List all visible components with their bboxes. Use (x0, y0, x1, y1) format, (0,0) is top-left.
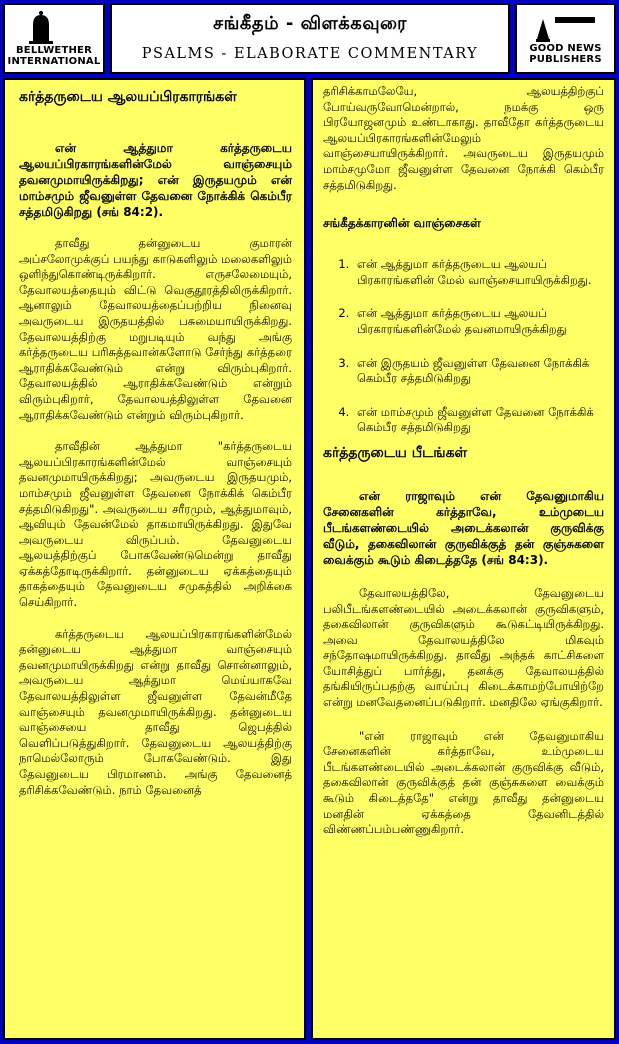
bellwether-logo (3, 3, 105, 74)
paragraph-continued: தரிசிக்காமலேயே, ஆலயத்திற்குப் போய்வருவோமென்றால், நமக்கு ஒரு பிரயோஜனமும் உண்டாகாது. தாவீதோ கர்த்தருடைய ஆலயப்பிரகாரங்களின்மேலும் வாஞ்சையாயிருக்கிறார். அவருடைய இருதயமும் மாம்சமுமோ ஜீவனுள்ள தேவனை நோக்கி கெம்பீர சத்தமிடுகிறது. (323, 84, 604, 192)
verse-psalm-84-2: என் ஆத்துமா கர்த்தருடைய ஆலயப்பிரகாரங்களின்மேல் வாஞ்சையும் தவனமுமாயிருக்கிறது; என் இருதயமும் என் மாம்சமும் ஜீவனுள்ள தேவனை நோக்கிக் கெம்பீர சத்தமிடுகிறது (சங் 84:2). (19, 141, 292, 219)
paragraph: கர்த்தருடைய ஆலயப்பிரகாரங்களின்மேல் தன்னுடைய ஆத்துமா வாஞ்சையும் தவனமுமாயிருக்கிறது என்று தாவீது சொன்னாலும், அவருடைய ஆத்துமா மெய்யாகவே தேவாலயத்திலுள்ள ஜீவனுள்ள தேவன்மீதே வாஞ்சையும் தவனமுமாயிருக்கிறது. தன்னுடைய வாஞ்சையை தாவீது ஜெபத்தில் வெளிப்படுத்துகிறார். தேவனுடைய ஆலயத்திற்கு நாமெல்லோரும் போகவேண்டும். இது தேவனுடைய பிரமாணம். அங்கு தேவனைத் தரிசிக்கவேண்டும். நாம் தேவனைத் (19, 626, 292, 797)
bell-icon (19, 11, 89, 45)
good-news-logo (515, 3, 616, 74)
list-item: 2. என் ஆத்துமா கர்த்தருடைய ஆலயப் பிரகாரங்களின்மேல் தவனமாயிருக்கிறது (353, 306, 604, 337)
section-heading-temple-courts: கர்த்தருடைய ஆலயப்பிரகாரங்கள் (19, 89, 237, 105)
verse-psalm-84-3: என் ராஜாவும் என் தேவனுமாகிய சேனைகளின் கர்த்தாவே, உம்முடைய பீடங்களண்டையில் அடைக்கலான் குருவிக்கு வீடும், தகைவிலான் குருவிக்குத் தன் குஞ்சுகளை வைக்கும் கூடும் கிடைத்ததே (சங் 84:3). (323, 488, 604, 567)
paragraph: தாவீது தன்னுடைய குமாரன் அப்சலோமுக்குப் பயந்து காடுகளிலும் மலைகளிலும் ஒளிந்துகொண்டிருக்கிறார். எருசலேமையும், தேவாலயத்தையும் விட்டு வெகுதூரத்திலிருக்கிறார். ஆனாலும் தேவாலயத்தைப்பற்றிய நினைவு அவருடைய இருதயத்தில் பசுமையாயிருக்கிறது. தேவாலயத்திற்கு மறுபடியும் வந்து அங்கு கர்த்தருடைய பரிசுத்தவான்களோடு சேர்ந்து கர்த்தரை ஆராதிக்கவேண்டும் என்று விரும்புகிறார். தேவாலயத்தில் ஆராதிக்கவேண்டும் என்றும் விரும்புகிறார், தேவாலயத்திலுள்ள தேவனை ஆராதிக்கவேண்டும் என்றும் விரும்புகிறார். (19, 236, 292, 422)
subheading-psalmist-longings: சங்கீதக்காரனின் வாஞ்சைகள் (323, 216, 481, 231)
list-item: 4. என் மாம்சமும் ஜீவனுள்ள தேவனை நோக்கிக் கெம்பீர சத்தமிடுகிறது (353, 405, 604, 436)
list-item: 1. என் ஆத்துமா கர்த்தருடைய ஆலயப் பிரகாரங்களின் மேல் வாஞ்சையாயிருக்கிறது. (353, 257, 604, 288)
title-tamil: சங்கீதம் - விளக்கவுரை (213, 13, 407, 34)
longings-list (323, 257, 604, 436)
list-item: 3. என் இருதயம் ஜீவனுள்ள தேவனை நோக்கிக் கெம்பீர சத்தமிடுகிறது (353, 356, 604, 387)
paragraph: தாவீதின் ஆத்துமா "கர்த்தருடைய ஆலயப்பிரகாரங்களின்மேல் வாஞ்சையும் தவனமுமாயிருக்கிறது; அவருடைய இருதயமும், மாம்சமும் ஜீவனுள்ள தேவனை நோக்கிக் கெம்பீர சத்தமிடுகிறது". அவருடைய சரீரமும், ஆத்துமாவும், ஆவியும் தேவன்மேல் தாகமாயிருக்கிறது. இதுவே அவருடைய விருப்பம். தேவனுடைய ஆலயத்திற்குப் போகவேண்டுமென்று தாவீது ஏக்கத்தோடிருக்கிறார். தன்னுடைய ஏக்கத்தையும் தாகத்தையும் தேவனுடைய சமுகத்தில் அறிக்கை செய்கிறார். (19, 439, 292, 610)
paragraph: தேவாலயத்திலே, தேவனுடைய பலிபீடங்களண்டையில் அடைக்கலான் குருவிகளும், தகைவிலான் குருவிகளும் கூடுகட்டியிருக்கிறது. அவை தேவாலயத்திலே மிகவும் சந்தோஷமாயிருக்கிறது. தாவீது அந்தக் காட்சிகளை யோசித்துப் பார்த்து, தனக்கு தேவாலயத்தில் தங்கியிருப்பதற்கு வாய்ப்பு கிடைக்காமற்போயிற்றே என்று மனவேதனைப்படுகிறார். மனதிலே ஏங்குகிறார். (323, 585, 604, 710)
left-column (3, 78, 306, 1040)
bellwether-logo-text: BELLWETHER INTERNATIONAL (7, 44, 101, 67)
section-heading-altars: கர்த்தருடைய பீடங்கள் (323, 444, 468, 461)
right-column (311, 78, 616, 1040)
title-english: PSALMS - ELABORATE COMMENTARY (141, 46, 479, 62)
good-news-logo-text: GOOD NEWS PUBLISHERS (529, 42, 602, 65)
page-header (110, 3, 510, 74)
lamp-icon (531, 13, 601, 43)
paragraph: "என் ராஜாவும் என் தேவனுமாகிய சேனைகளின் கர்த்தாவே, உம்முடைய பீடங்களண்டையில் அடைக்கலான் குருவிக்கு வீடும், தகைவிலான் குருவிக்குத் தன் குஞ்சுகளை வைக்கும் கூடும் கிடைத்ததே" என்று தாவீது தன்னுடைய மனதின் ஏக்கத்தை தேவனிடத்தில் விண்ணப்பம்பண்ணுகிறார். (323, 728, 604, 837)
